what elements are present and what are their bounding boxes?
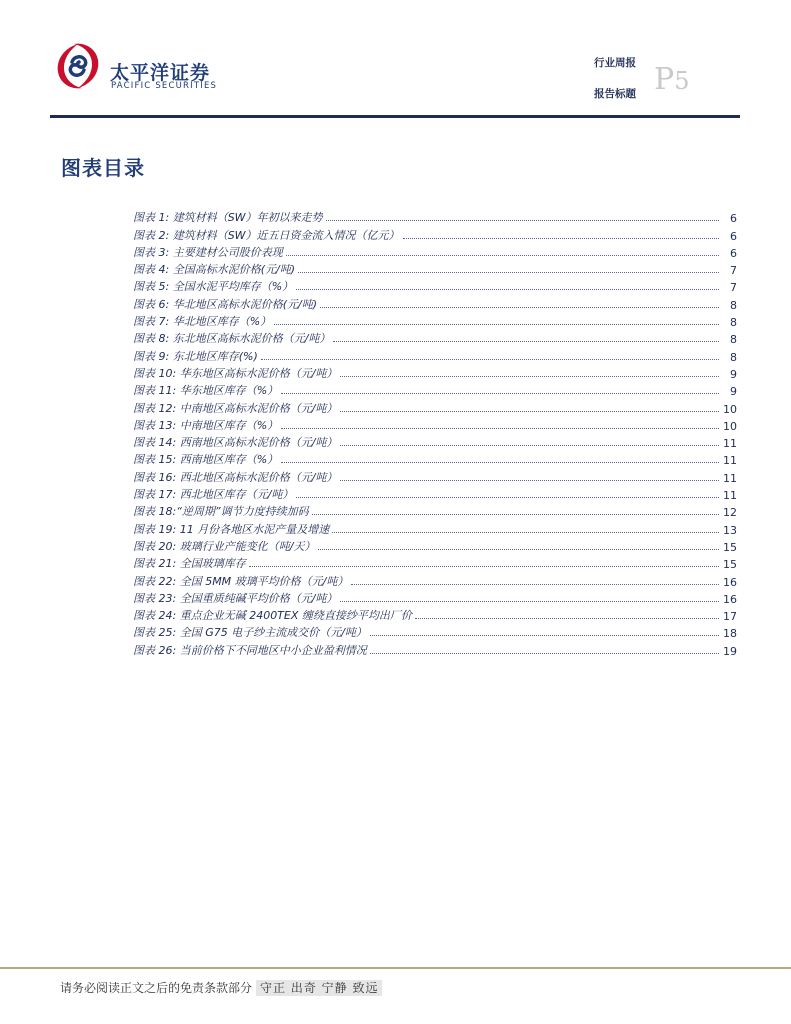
toc-entry-page: 11 xyxy=(723,471,737,485)
toc-leader-dots xyxy=(415,618,719,619)
toc-leader-dots xyxy=(296,289,719,290)
toc-entry-page: 15 xyxy=(723,540,737,554)
toc-entry-page: 15 xyxy=(723,558,737,572)
toc-entry[interactable] xyxy=(133,554,737,571)
toc-leader-dots xyxy=(286,255,719,256)
toc-leader-dots xyxy=(340,376,719,377)
toc-entry-label: 图表 25: 全国 G75 电子纱主流成交价（元/吨） xyxy=(133,626,367,640)
figure-toc xyxy=(133,208,737,658)
toc-entry-label: 图表 26: 当前价格下不同地区中小企业盈利情况 xyxy=(133,643,367,657)
toc-leader-dots xyxy=(281,462,719,463)
toc-entry-label: 图表 2: 建筑材料（SW）近五日资金流入情况（亿元） xyxy=(133,228,400,242)
toc-entry-page: 9 xyxy=(730,367,737,381)
toc-entry-label: 图表 5: 全国水泥平均库存（%） xyxy=(133,280,294,294)
toc-entry-label: 图表 23: 全国重质纯碱平均价格（元/吨） xyxy=(133,591,338,605)
toc-entry[interactable] xyxy=(133,294,737,311)
toc-entry-page: 16 xyxy=(723,592,737,606)
report-type: 行业周报 xyxy=(594,57,636,69)
toc-entry[interactable] xyxy=(133,537,737,554)
toc-entry-label: 图表 17: 西北地区库存（元/吨） xyxy=(133,488,294,502)
toc-leader-dots xyxy=(296,497,719,498)
toc-leader-dots xyxy=(318,549,719,550)
toc-entry[interactable] xyxy=(133,589,737,606)
toc-entry-page: 13 xyxy=(723,523,737,537)
toc-entry-label: 图表 24: 重点企业无碱 2400TEX 缠绕直接纱平均出厂价 xyxy=(133,609,412,623)
toc-leader-dots xyxy=(370,653,719,654)
toc-entry[interactable] xyxy=(133,364,737,381)
toc-entry-label: 图表 20: 玻璃行业产能变化（吨/天） xyxy=(133,539,316,553)
toc-entry[interactable] xyxy=(133,640,737,657)
toc-leader-dots xyxy=(261,359,719,360)
toc-entry-label: 图表 12: 中南地区高标水泥价格（元/吨） xyxy=(133,401,338,415)
toc-entry[interactable] xyxy=(133,519,737,536)
toc-entry-label: 图表 6: 华北地区高标水泥价格(元/吨) xyxy=(133,297,317,311)
toc-entry[interactable] xyxy=(133,260,737,277)
toc-leader-dots xyxy=(403,238,719,239)
toc-entry[interactable] xyxy=(133,381,737,398)
toc-leader-dots xyxy=(249,566,719,567)
toc-entry[interactable] xyxy=(133,346,737,363)
toc-entry-page: 19 xyxy=(723,644,737,658)
toc-leader-dots xyxy=(281,393,719,394)
page-header xyxy=(0,0,791,120)
toc-entry-label: 图表 7: 华北地区库存（%） xyxy=(133,315,272,329)
toc-entry-label: 图表 14: 西南地区高标水泥价格（元/吨） xyxy=(133,436,338,450)
toc-entry[interactable] xyxy=(133,398,737,415)
toc-entry[interactable] xyxy=(133,329,737,346)
toc-leader-dots xyxy=(340,445,719,446)
toc-entry-label: 图表 18:“逆周期”调节力度持续加码 xyxy=(133,505,309,519)
header-divider xyxy=(50,115,740,118)
toc-leader-dots xyxy=(340,411,719,412)
report-title: 报告标题 xyxy=(594,88,636,100)
toc-entry-page: 10 xyxy=(723,402,737,416)
toc-leader-dots xyxy=(351,584,719,585)
toc-leader-dots xyxy=(320,307,719,308)
brand-name-en: PACIFIC SECURITIES xyxy=(111,81,218,91)
toc-entry-label: 图表 8: 东北地区高标水泥价格（元/吨） xyxy=(133,332,331,346)
toc-entry-label: 图表 13: 中南地区库存（%） xyxy=(133,418,279,432)
toc-entry-page: 11 xyxy=(723,437,737,451)
toc-entry[interactable] xyxy=(133,571,737,588)
toc-entry-label: 图表 10: 华东地区高标水泥价格（元/吨） xyxy=(133,366,338,380)
toc-entry[interactable] xyxy=(133,225,737,242)
toc-leader-dots xyxy=(340,601,719,602)
page-footer xyxy=(60,979,382,996)
toc-entry-page: 17 xyxy=(723,610,737,624)
toc-leader-dots xyxy=(281,428,719,429)
toc-leader-dots xyxy=(332,532,719,533)
toc-entry-page: 16 xyxy=(723,575,737,589)
toc-leader-dots xyxy=(333,341,719,342)
toc-entry[interactable] xyxy=(133,606,737,623)
toc-leader-dots xyxy=(370,635,719,636)
toc-entry[interactable] xyxy=(133,416,737,433)
footer-disclaimer: 请务必阅读正文之后的免责条款部分 xyxy=(60,981,253,995)
toc-entry-label: 图表 22: 全国 5MM 玻璃平均价格（元/吨） xyxy=(133,574,349,588)
page-number-value: 5 xyxy=(674,67,690,95)
toc-entry-page: 8 xyxy=(730,316,737,330)
toc-entry-page: 8 xyxy=(730,298,737,312)
section-title: 图表目录 xyxy=(61,156,145,180)
toc-entry-page: 18 xyxy=(723,627,737,641)
brand-name-cn: 太平洋证券 xyxy=(110,62,211,84)
toc-leader-dots xyxy=(298,272,719,273)
toc-entry-label: 图表 15: 西南地区库存（%） xyxy=(133,453,279,467)
toc-entry-page: 9 xyxy=(730,385,737,399)
page-prefix: P xyxy=(654,62,675,97)
toc-entry-label: 图表 11: 华东地区库存（%） xyxy=(133,384,279,398)
toc-entry-page: 6 xyxy=(730,229,737,243)
toc-entry[interactable] xyxy=(133,450,737,467)
pacific-securities-logo-icon xyxy=(52,40,104,92)
toc-entry-label: 图表 19: 11 月份各地区水泥产量及增速 xyxy=(133,522,330,536)
toc-entry[interactable] xyxy=(133,433,737,450)
toc-entry[interactable] xyxy=(133,243,737,260)
toc-leader-dots xyxy=(312,514,719,515)
toc-entry-page: 11 xyxy=(723,454,737,468)
toc-entry[interactable] xyxy=(133,467,737,484)
toc-entry-label: 图表 3: 主要建材公司股价表现 xyxy=(133,245,283,259)
toc-entry-page: 7 xyxy=(730,264,737,278)
toc-leader-dots xyxy=(340,480,719,481)
toc-leader-dots xyxy=(274,324,719,325)
footer-motto: 守正 出奇 宁静 致远 xyxy=(256,980,382,996)
toc-entry-page: 6 xyxy=(730,212,737,226)
footer-divider xyxy=(0,967,791,969)
toc-entry-page: 12 xyxy=(723,506,737,520)
toc-entry[interactable] xyxy=(133,277,737,294)
toc-entry[interactable] xyxy=(133,208,737,225)
toc-leader-dots xyxy=(326,220,719,221)
toc-entry-page: 7 xyxy=(730,281,737,295)
toc-entry-label: 图表 9: 东北地区库存(%) xyxy=(133,349,258,363)
toc-entry-page: 10 xyxy=(723,419,737,433)
toc-entry[interactable] xyxy=(133,502,737,519)
toc-entry-label: 图表 4: 全国高标水泥价格(元/吨) xyxy=(133,263,295,277)
toc-entry-page: 6 xyxy=(730,246,737,260)
toc-entry[interactable] xyxy=(133,312,737,329)
toc-entry-page: 8 xyxy=(730,350,737,364)
toc-entry-page: 11 xyxy=(723,489,737,503)
toc-entry-label: 图表 1: 建筑材料（SW）年初以来走势 xyxy=(133,211,323,225)
toc-entry-label: 图表 21: 全国玻璃库存 xyxy=(133,557,246,571)
toc-entry-label: 图表 16: 西北地区高标水泥价格（元/吨） xyxy=(133,470,338,484)
toc-entry[interactable] xyxy=(133,623,737,640)
page-number xyxy=(654,62,689,97)
toc-entry-page: 8 xyxy=(730,333,737,347)
toc-entry[interactable] xyxy=(133,485,737,502)
